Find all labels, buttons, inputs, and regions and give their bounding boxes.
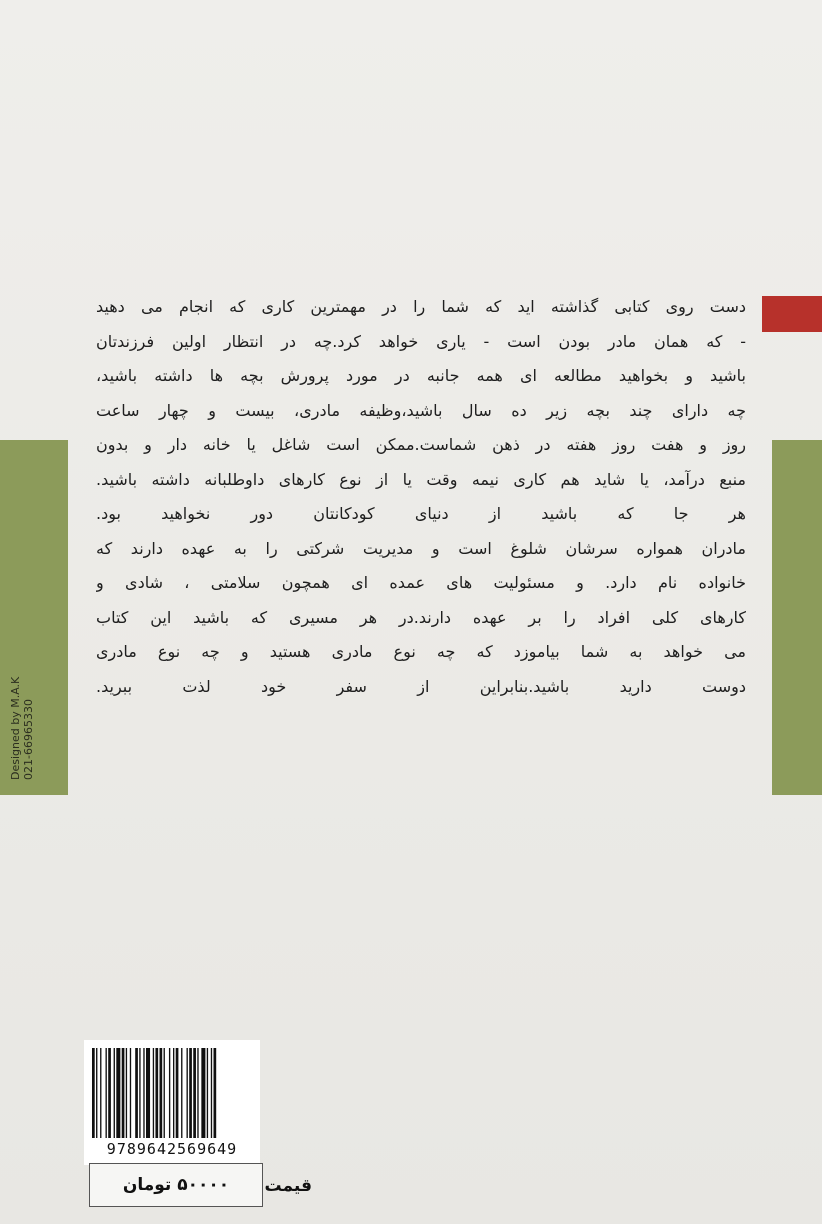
blurb-line: خانواده نام دارد. و مسئولیت های عمده ای همچون سلامتی ، شادی و: [96, 573, 746, 592]
barcode-bars-icon: [90, 1048, 254, 1138]
green-side-panel-right: [772, 440, 822, 795]
red-accent-bar: [762, 296, 822, 332]
blurb-line: روز و هفت روز هفته در ذهن شماست.ممکن است شاغل یا خانه دار و بدون: [96, 435, 746, 454]
blurb-line: کارهای کلی افراد را بر عهده دارند.در هر مسیری که باشید این کتاب: [96, 607, 746, 627]
isbn-number: 9789642569649: [106, 1140, 238, 1158]
blurb-line: هر جا که باشید از دنیای کودکانتان دور نخواهید بود.: [96, 504, 746, 523]
barcode: [84, 1040, 260, 1165]
blurb-line: دست روی کتابی گذاشته اید که شما را در مهمترین کاری که انجام می دهید: [96, 297, 746, 316]
price-label: قیمت: [264, 1176, 312, 1196]
blurb-line: مادران همواره سرشان شلوغ است و مدیریت شرکتی را به عهده دارند که: [96, 538, 746, 558]
blurb-line: باشید و بخواهید مطالعه ای همه جانبه در مورد پرورش بچه ها داشته باشید،: [96, 366, 746, 385]
blurb-line: چه دارای چند بچه زیر ده سال باشید،وظیفه مادری، بیست و چهار ساعت: [96, 400, 746, 420]
blurb-line: دوست دارید باشید.بنابراین از سفر خود لذت ببرید.: [96, 676, 746, 696]
designer-credit-name: Designed by M.A.K: [9, 676, 22, 780]
price-value: ۵۰۰۰۰ تومان: [89, 1163, 263, 1207]
designer-credit: [9, 676, 369, 780]
designer-credit-phone: 021-66965330: [22, 699, 35, 780]
blurb-line: می خواهد به شما بیاموزد که چه نوع مادری هستید و چه نوع مادری: [96, 642, 746, 661]
blurb-text: [96, 290, 746, 704]
blurb-line: منبع درآمد، یا شاید هم کاری نیمه وقت یا از نوع کارهای داوطلبانه داشته باشید.: [96, 469, 746, 489]
blurb-line: - که همان مادر بودن است - یاری خواهد کرد.چه در انتظار اولین فرزندتان: [96, 331, 746, 351]
